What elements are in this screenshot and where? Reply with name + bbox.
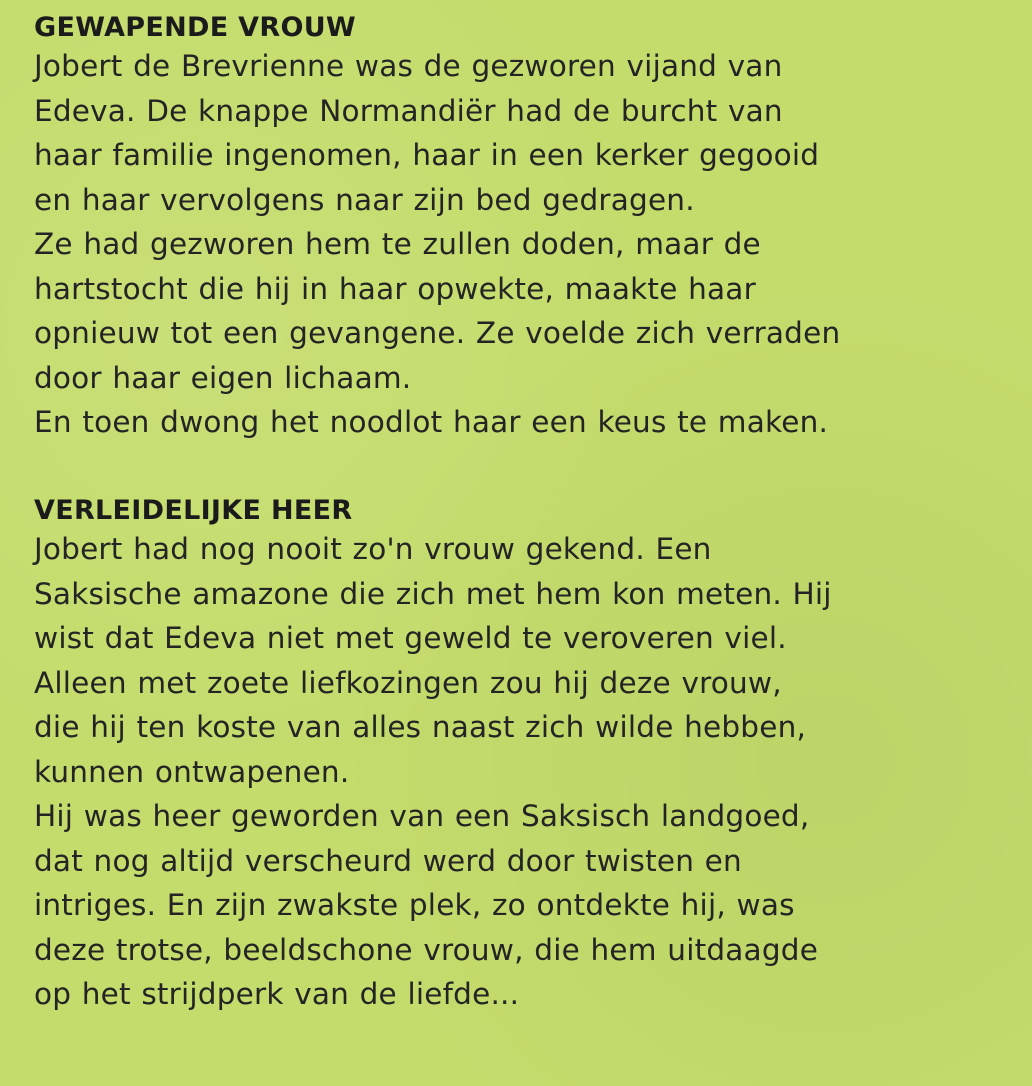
section-body: Jobert had nog nooit zo'n vrouw gekend. Een Saksische amazone die zich met hem kon meten. Hij wist dat Edeva niet met geweld te veroveren viel. Alleen met zoete liefkozingen zou hij deze vrouw, die hij ten koste van alles naast zich wilde hebben, kunnen ontwapenen. Hij was heer geworden van een Saksisch landgoed, dat nog altijd verscheurd werd door twisten en intriges. En zijn zwakste plek, zo ontdekte hij, was deze trotse, beeldschone vrouw, die hem uitdaagde op het strijdperk van de liefde... xyxy=(34,532,832,1012)
section-body: Jobert de Brevrienne was de gezworen vijand van Edeva. De knappe Normandiër had de burcht van haar familie ingenomen, haar in een kerker gegooid en haar vervolgens naar zijn bed gedragen. Ze had gezworen hem te zullen doden, maar de hartstocht die hij in haar opwekte, maakte haar opnieuw tot een gevangene. Ze voelde zich verraden door haar eigen lichaam. En toen dwong het noodlot haar een keus te maken. xyxy=(34,49,841,440)
section-gewapende-vrouw xyxy=(34,14,1012,445)
section-verleidelijke-heer xyxy=(34,494,1012,1017)
section-title: GEWAPENDE VROUW xyxy=(34,12,357,43)
section-title: VERLEIDELIJKE HEER xyxy=(34,494,353,526)
